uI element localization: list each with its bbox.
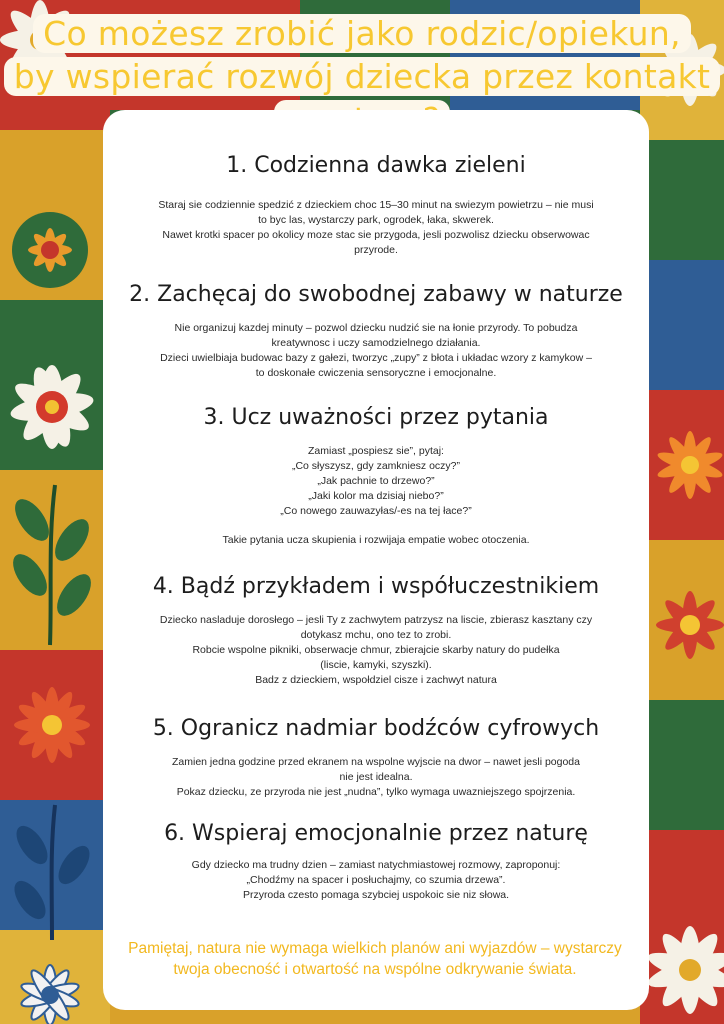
section-heading: 1. Codzienna dawka zieleni <box>226 153 526 178</box>
section-text: Nawet krotki spacer po okolicy moze stac sie przygoda, jesli pozwolisz dziecku obserwowac <box>162 229 590 241</box>
section-text: Gdy dziecko ma trudny dzien – zamiast natychmiastowej rozmowy, zaproponuj: <box>191 859 561 871</box>
section-text: Nie organizuj kazdej minuty – pozwol dziecku nudzić sie na łonie przyrody. To pobudza <box>174 322 578 334</box>
section-text: nie jest idealna. <box>339 771 413 783</box>
section-text: Staraj sie codziennie spedzić z dzieckiem choc 15–30 minut na swiezym powietrzu – nie musi <box>158 199 594 211</box>
footer-line-1: Pamiętaj, natura nie wymaga wielkich planów ani wyjazdów – wystarczy <box>128 940 622 957</box>
section-heading: 6. Wspieraj emocjonalnie przez naturę <box>164 821 588 846</box>
section-5 <box>110 716 642 800</box>
section-text: Dzieci uwielbiaja budowac bazy z gałezi, tworzyc „zupy” z błota i układac wzory z kamykow – <box>160 352 592 364</box>
section-text: (liscie, kamyki, szyszki). <box>320 659 432 671</box>
section-text: kreatywnosc i uczy samodzielnego działania. <box>271 337 481 349</box>
section-2 <box>110 282 642 381</box>
section-heading: 2. Zachęcaj do swobodnej zabawy w naturze <box>129 282 623 307</box>
section-text: „Co nowego zauwazyłas/-es na tej łace?” <box>280 505 472 517</box>
section-heading: 4. Bądź przykładem i współuczestnikiem <box>152 574 600 599</box>
section-text: przyrode. <box>354 244 398 256</box>
section-text: Zamien jedna godzine przed ekranem na wspolne wyjscie na dwor – nawet jesli pogoda <box>172 756 580 768</box>
section-text: Takie pytania ucza skupienia i rozwijaja empatie wobec otoczenia. <box>222 534 530 546</box>
section-text: Robcie wspolne pikniki, obserwacje chmur, zbierajcie skarby natury do pudełka <box>192 644 560 656</box>
section-heading: 3. Ucz uważności przez pytania <box>203 405 549 430</box>
section-text: „Co słyszysz, gdy zamkniesz oczy?” <box>291 460 461 472</box>
section-text: „Jaki kolor ma dzisiaj niebo?” <box>308 490 444 502</box>
section-text: Zamiast „pospiesz sie”, pytaj: <box>308 445 444 457</box>
section-text: to doskonałe cwiczenia sensoryczne i emocjonalne. <box>255 367 497 379</box>
section-4 <box>110 574 642 688</box>
section-text: to byc las, wystarczy park, ogrodek, łaka, skwerek. <box>258 214 494 226</box>
section-3 <box>110 405 642 548</box>
section-text: dotykasz mchu, ono tez to zrobi. <box>300 629 452 641</box>
section-1 <box>110 153 642 258</box>
section-text: „Jak pachnie to drzewo?” <box>317 475 435 487</box>
title-line-2: by wspierać rozwój dziecka przez kontakt <box>4 57 721 96</box>
footer-line-2: twoja obecność i otwartość na wspólne odkrywanie świata. <box>173 961 577 978</box>
section-text: Dziecko nasladuje dorosłego – jesli Ty z zachwytem patrzysz na liscie, zbierasz kasztany czy <box>159 614 593 626</box>
section-heading: 5. Ogranicz nadmiar bodźców cyfrowych <box>152 716 600 741</box>
section-6 <box>110 821 642 903</box>
footer-note <box>100 938 650 980</box>
section-text: „Chodźmy na spacer i posłuchajmy, co szumia drzewa”. <box>246 874 506 886</box>
title-line-1: Co możesz zrobić jako rodzic/opiekun, <box>33 14 691 53</box>
section-text: Pokaz dziecku, ze przyroda nie jest „nudna”, tylko wymaga uwazniejszego spojrzenia. <box>176 786 576 798</box>
section-text: Przyroda czesto pomaga szybciej uspokoic sie niz słowa. <box>242 889 510 901</box>
section-text: Badz z dzieckiem, wspołdziel cisze i zachwyt natura <box>255 674 497 686</box>
